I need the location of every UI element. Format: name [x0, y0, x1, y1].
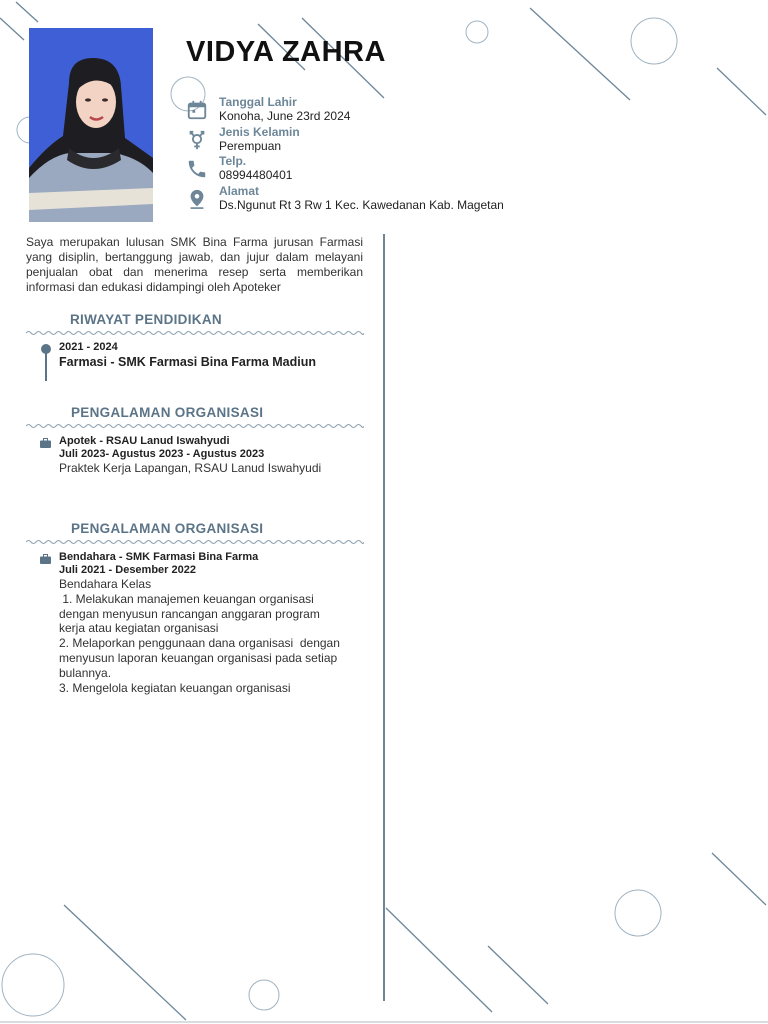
organization-position: Bendahara - SMK Farmasi Bina Farma — [59, 551, 259, 563]
description-line: 1. Melakukan manajemen keuangan organisasi — [59, 591, 314, 606]
person-name: VIDYA ZAHRA — [186, 36, 386, 68]
profile-photo — [29, 28, 153, 222]
calendar-icon — [186, 99, 208, 121]
section-divider — [26, 539, 364, 545]
education-years: 2021 - 2024 — [59, 341, 118, 353]
contact-birthdate — [186, 95, 586, 125]
contact-label: Jenis Kelamin — [219, 124, 300, 139]
column-divider — [383, 234, 385, 1001]
location-pin-icon — [186, 188, 208, 210]
contact-value: Perempuan — [219, 138, 282, 153]
contact-label: Tanggal Lahir — [219, 95, 297, 109]
phone-icon — [186, 158, 208, 180]
section-divider — [26, 330, 364, 336]
organization-description: Praktek Kerja Lapangan, RSAU Lanud Iswahyudi — [59, 461, 322, 475]
description-line: 2. Melaporkan penggunaan dana organisasi dengan — [59, 636, 340, 651]
organization-period: Juli 2023- Agustus 2023 - Agustus 2023 — [59, 448, 265, 460]
contact-value: Ds.Ngunut Rt 3 Rw 1 Kec. Kawedanan Kab. Magetan — [219, 197, 504, 212]
organization-description — [59, 577, 369, 695]
briefcase-icon — [40, 554, 51, 564]
organization-period: Juli 2021 - Desember 2022 — [59, 564, 196, 576]
contact-address — [186, 184, 586, 214]
description-line: dengan menyusun rancangan anggaran program — [59, 606, 320, 621]
contact-value: 08994480401 — [219, 168, 293, 182]
organization-position: Apotek - RSAU Lanud Iswahyudi — [59, 435, 230, 447]
organization-heading: PENGALAMAN ORGANISASI — [71, 405, 264, 420]
gender-icon — [186, 129, 208, 151]
contact-details — [186, 95, 586, 213]
contact-label: Telp. — [219, 154, 247, 168]
description-line: bulannya. — [59, 665, 112, 680]
description-line: kerja atau kegiatan organisasi — [59, 621, 219, 636]
education-school: Farmasi - SMK Farmasi Bina Farma Madiun — [59, 355, 317, 369]
description-line: menyusun laporan keuangan organisasi pada setiap — [59, 650, 338, 665]
profile-summary: Saya merupakan lulusan SMK Bina Farma jurusan Farmasi yang disiplin, bertanggung jawab, dan jujur dalam melayani penjualan obat dan menerima resep serta memberikan informasi dan edukasi didampingi oleh Apoteker — [26, 235, 363, 294]
contact-value: Konoha, June 23rd 2024 — [219, 109, 351, 123]
description-line: 3. Mengelola kegiatan keuangan organisasi — [59, 680, 291, 695]
timeline-marker-icon — [40, 343, 52, 381]
education-heading: RIWAYAT PENDIDIKAN — [70, 312, 222, 327]
briefcase-icon — [40, 438, 51, 448]
organization-heading: PENGALAMAN ORGANISASI — [71, 521, 264, 536]
section-divider — [26, 423, 364, 429]
contact-label: Alamat — [219, 183, 260, 198]
contact-gender — [186, 125, 586, 155]
contact-phone — [186, 154, 586, 184]
description-line: Bendahara Kelas — [59, 577, 152, 591]
